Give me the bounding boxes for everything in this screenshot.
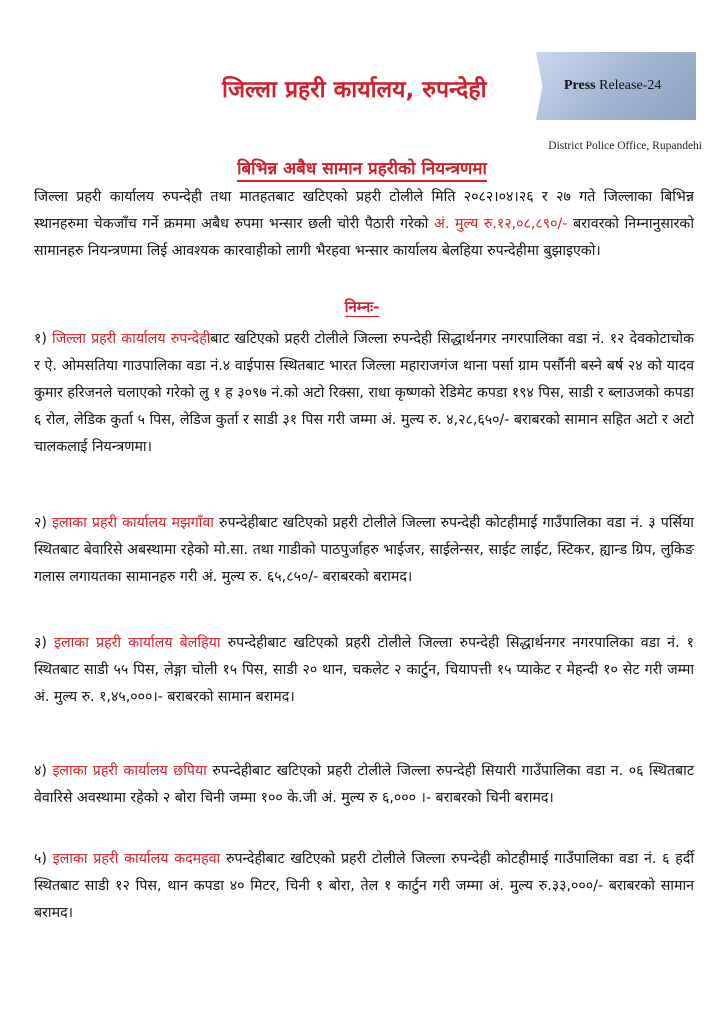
list-item — [34, 326, 694, 461]
badge-label-bold: Press — [564, 78, 596, 93]
list-item — [34, 510, 694, 591]
item-office: इलाका प्रहरी कार्यालय मझगाँवा — [52, 515, 214, 531]
item-number: ३) — [34, 635, 55, 651]
item-number: २) — [34, 515, 52, 531]
item-text: रुपन्देहीबाट खटिएको प्रहरी टोलीले जिल्ला रुपन्देही सियारी गाउँपालिका वडा न. ०६ स्थितबाट वेवारिसे अवस्थामा रहेको २ बोरा चिनी जम्मा १०० के.जी अं. मुल्य रु ६,००० ।- बराबरको चिनी बरामद। — [34, 763, 694, 806]
item-text: रुपन्देहीबाट खटिएको प्रहरी टोलीले जिल्ला रुपन्देही कोटहीमाई गाउँपालिका वडा नं. ६ हर्दी स्थितबाट साडी १२ पिस, थान कपडा ४० मिटर, चिनी १ बोरा, तेल १ कार्टुन गरी जम्मा अं. मुल्य रु.३३,०००/- बराबरको सामान बरामद। — [34, 851, 694, 921]
subject-text: बिभिन्न अबैध सामान प्रहरीको नियन्त्रणमा — [237, 159, 487, 182]
list-item — [34, 758, 694, 812]
intro-paragraph — [34, 184, 694, 265]
intro-value: अं. मुल्य रु.१२,०८,८९०/- — [434, 216, 568, 232]
item-office: इलाका प्रहरी कार्यालय कदमहवा — [52, 851, 221, 867]
item-office: इलाका प्रहरी कार्यालय छपिया — [52, 763, 207, 779]
intro-part2: बरावरको निम्नानुसारको सामानहरु नियन्त्रणमा लिई आवश्यक कारवाहीको लागी भैरहवा भन्सार कार्यालय बेलहिया रुपन्देहीमा बुझाइएको। — [34, 216, 695, 259]
item-number: १) — [34, 331, 53, 347]
list-item — [34, 846, 694, 927]
item-text: रुपन्देहीबाट खटिएको प्रहरी टोलीले जिल्ला रुपन्देही सिद्धार्थनगर नगरपालिका वडा नं. १ स्थितबाट साडी ५५ पिस, लेङ्गा चोली १५ पिस, साडी २० थान, चकलेट २ कार्टुन, चियापत्ती १५ प्याकेट र मेहन्दी १० सेट गरी जम्मा अं. मुल्य रु. १,४५,०००।- बराबरको सामान बरामद। — [34, 635, 694, 705]
item-office: इलाका प्रहरी कार्यालय बेलहिया — [54, 635, 221, 651]
list-item — [34, 630, 694, 711]
item-number: ५) — [34, 851, 53, 867]
badge-label — [564, 78, 661, 94]
intro-part1: जिल्ला प्रहरी कार्यालय रुपन्देही तथा मातहतबाट खटिएको प्रहरी टोलीले मिति २०८२।०४।२६ र २७ गते जिल्लाका बिभिन्न स्थानहरुमा चेकजाँच गर्ने क्रममा अबैध रुपमा भन्सार छली चोरी पैठारी गरेको — [34, 189, 694, 232]
press-release-badge — [536, 52, 700, 124]
badge-label-rest: Release-24 — [599, 78, 662, 93]
office-title: जिल्ला प्रहरी कार्यालय, रुपन्देही — [222, 77, 487, 103]
item-text: बाट खटिएको प्रहरी टोलीले जिल्ला रुपन्देही सिद्धार्थनगर नगरपालिका वडा नं. १२ देवकोटाचोक र ऐ. ओमसतिया गाउपालिका वडा नं.४ वाईपास स्थितबाट भारत जिल्ला महाराजगंज थाना पर्सा ग्राम पर्सौनी बस्ने बर्ष २४ को यादव कुमार हरिजनले चलाएको गरेको लु १ ह ३०९७ नं.को अटो रिक्सा, राधा कृष्णको रेडिमेट कपडा १९४ पिस, साडी र ब्लाउजको कपडा ६ रोल, लेडिक कुर्ता ५ पिस, लेडिज कुर्ता र साडी ३१ पिस गरी जम्मा अं. मुल्य रु. ४,२८,६५०/- बराबरको सामान सहित अटो र अटो चालकलाई नियन्त्रणमा। — [34, 331, 694, 455]
list-heading — [0, 297, 724, 317]
subject-heading — [0, 156, 724, 179]
office-name-english: District Police Office, Rupandehi — [548, 140, 702, 152]
item-text: रुपन्देहीबाट खटिएको प्रहरी टोलीले जिल्ला रुपन्देही कोटहीमाई गाउँपालिका वडा नं. ३ पर्सिया स्थितबाट बेवारिसे अबस्थामा रहेको मो.सा. तथा गाडीको पाठपुर्जाहरु भाईजर, साईलेन्सर, साईट लाईट, स्टिकर, ह्यान्ड ग्रिप, लुकिङ गलास लगायतका सामानहरु गरी अं. मुल्य रु. ६५,८५०/- बराबरको बरामद। — [34, 515, 694, 585]
item-number: ४) — [34, 763, 53, 779]
list-heading-text: निम्नः- — [344, 298, 380, 316]
item-office: जिल्ला प्रहरी कार्यालय रुपन्देही — [52, 331, 211, 347]
